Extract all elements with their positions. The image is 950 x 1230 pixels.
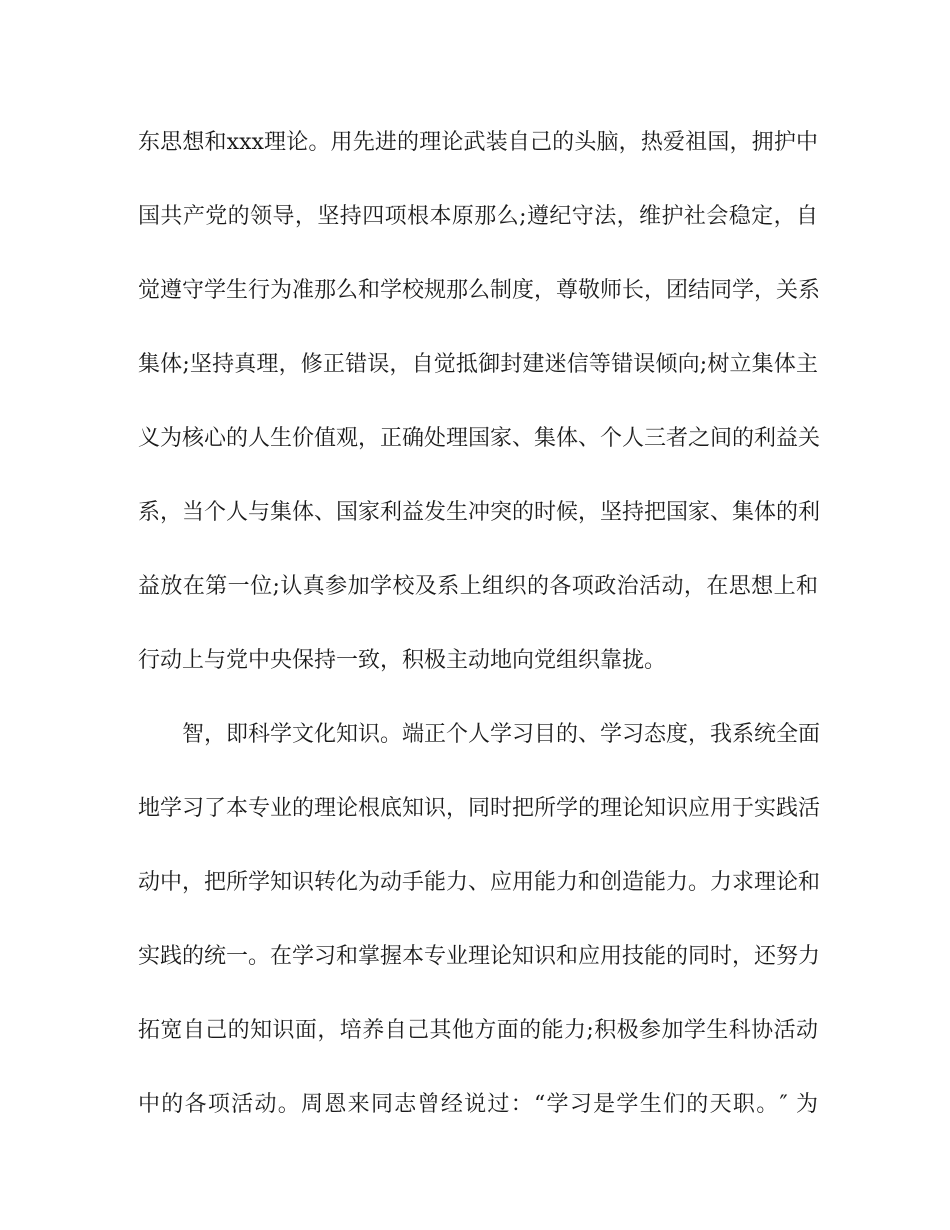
text-line: 系，当个人与集体、国家利益发生冲突的时候，坚持把国家、集体的利 [138, 500, 821, 525]
text-line-paragraph-start: 智，即科学文化知识。端正个人学习目的、学习态度，我系统全面 [182, 722, 821, 747]
text-line: 集体;坚持真理，修正错误，自觉抵御封建迷信等错误倾向;树立集体主 [138, 352, 818, 377]
text-line: 拓宽自己的知识面，培养自己其他方面的能力;积极参加学生科协活动 [138, 1018, 818, 1043]
text-line: 中的各项活动。周恩来同志曾经说过：“学习是学生们的天职。″ 为 [138, 1092, 818, 1117]
text-line: 国共产党的领导，坚持四项根本原那么;遵纪守法，维护社会稳定，自 [138, 204, 818, 229]
text-line: 觉遵守学生行为准那么和学校规那么制度，尊敬师长，团结同学，关系 [138, 278, 821, 303]
text-line: 实践的统一。在学习和掌握本专业理论知识和应用技能的同时，还努力 [138, 944, 821, 969]
text-line: 动中，把所学知识转化为动手能力、应用能力和创造能力。力求理论和 [138, 870, 821, 895]
text-line: 东思想和xxx理论。用先进的理论武装自己的头脑，热爱祖国，拥护中 [138, 130, 818, 155]
text-line: 地学习了本专业的理论根底知识，同时把所学的理论知识应用于实践活 [138, 796, 821, 821]
text-line-paragraph-end: 行动上与党中央保持一致，积极主动地向党组织靠拢。 [138, 648, 667, 673]
text-line: 义为核心的人生价值观，正确处理国家、集体、个人三者之间的利益关 [138, 426, 821, 451]
text-line: 益放在第一位;认真参加学校及系上组织的各项政治活动，在思想上和 [138, 574, 818, 599]
